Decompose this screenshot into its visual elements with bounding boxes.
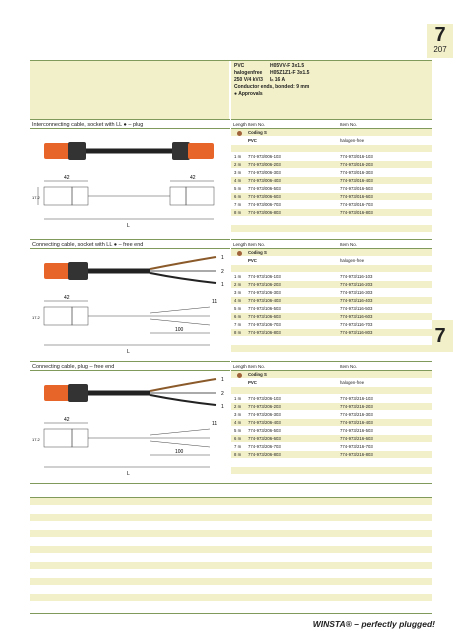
spec-list: PVC H05VV-F 3x1.5 halogenfree H05Z1Z1-F 3x1.5 250 V/4 kV/3 Iₙ 16 A Conductor ends, bonded: 9 mm ● Approvals xyxy=(231,61,432,119)
section-interconnecting xyxy=(30,119,432,239)
item-table: Length Item No. Item No. Coding S PVC halogen-free 1 m 774-973/106-103 774-973/116-103 2 m 774-973/106-203 774-973/116-203 3 m 774-973/106-303 774-973/116-303 4 m 774-973/106-403 774-973/116-403 5 m 774-973/106-503 774-973/116-503 6 m 774-973/106-603 774-973/116-603 7 m 774-973/106-703 774-973/116-703 8 m 774-973/106-803 774-973/116-803 xyxy=(231,239,432,353)
svg-text:1: 1 xyxy=(221,377,224,383)
svg-text:17.2: 17.2 xyxy=(32,437,40,442)
table-row: 4 m 774-973/006-403 774-973/016-403 xyxy=(231,177,432,185)
svg-text:17.2: 17.2 xyxy=(32,315,40,320)
svg-text:42: 42 xyxy=(64,417,70,423)
table-row: 3 m 774-973/106-303 774-973/116-303 xyxy=(231,289,432,297)
section-title: Connecting cable, plug – free end xyxy=(30,361,230,371)
table-row: 2 m 774-973/206-203 774-973/216-203 xyxy=(231,403,432,411)
table-row: 7 m 774-973/006-703 774-973/016-703 xyxy=(231,201,432,209)
interconnecting-cable-image xyxy=(30,129,230,237)
svg-text:1: 1 xyxy=(221,282,224,288)
plug-free-end-image xyxy=(30,371,230,483)
empty-table-area xyxy=(30,483,432,613)
catalog-table xyxy=(30,60,432,614)
spec-header-blank xyxy=(30,61,230,119)
page-number: 207 xyxy=(433,45,447,54)
svg-text:42: 42 xyxy=(64,295,70,301)
item-table: Length Item No. Item No. Coding S PVC halogen-free 1 m 774-973/006-103 774-973/016-103 2 m 774-973/006-203 774-973/016-203 3 m 774-973/006-303 774-973/016-303 4 m 774-973/006-403 774-973/016-403 5 m 774-973/006-503 774-973/016-503 6 m 774-973/006-603 774-973/016-603 7 m 774-973/006-703 774-973/016-703 8 m 774-973/006-803 774-973/016-803 xyxy=(231,119,432,233)
svg-text:L: L xyxy=(127,471,130,477)
section-plug-free-end xyxy=(30,361,432,483)
table-row: 4 m 774-973/206-403 774-973/216-403 xyxy=(231,419,432,427)
svg-text:42: 42 xyxy=(190,175,196,181)
table-row: 2 m 774-973/006-203 774-973/016-203 xyxy=(231,161,432,169)
footer-slogan: WINSTA® – perfectly plugged! xyxy=(312,619,435,629)
socket-free-end-image xyxy=(30,249,230,361)
chapter-tab xyxy=(427,24,453,58)
table-row: 2 m 774-973/106-203 774-973/116-203 xyxy=(231,281,432,289)
table-row: 6 m 774-973/206-603 774-973/216-603 xyxy=(231,435,432,443)
cable-drawing xyxy=(30,129,230,242)
table-row: 1 m 774-973/006-103 774-973/016-103 xyxy=(231,153,432,161)
table-row: 6 m 774-973/006-603 774-973/016-603 xyxy=(231,193,432,201)
svg-text:2: 2 xyxy=(221,391,224,397)
coding-dot-icon xyxy=(237,251,242,256)
table-row: 5 m 774-973/006-503 774-973/016-503 xyxy=(231,185,432,193)
chapter-number-side: 7 xyxy=(434,325,446,347)
section-title: Connecting cable, socket with LL ● – free end xyxy=(30,239,230,249)
svg-text:11: 11 xyxy=(212,421,218,427)
svg-text:17.2: 17.2 xyxy=(32,195,40,200)
svg-text:11: 11 xyxy=(212,299,218,305)
coding-dot-icon xyxy=(237,131,242,136)
item-table: Length Item No. Item No. Coding S PVC halogen-free 1 m 774-973/206-103 774-973/216-103 2 m 774-973/206-203 774-973/216-203 3 m 774-973/206-303 774-973/216-303 4 m 774-973/206-403 774-973/216-403 5 m 774-973/206-503 774-973/216-503 6 m 774-973/206-603 774-973/216-603 7 m 774-973/206-703 774-973/216-703 8 m 774-973/206-803 774-973/216-803 xyxy=(231,361,432,475)
svg-text:L: L xyxy=(127,349,130,355)
table-row: 7 m 774-973/106-703 774-973/116-703 xyxy=(231,321,432,329)
table-row: 8 m 774-973/006-803 774-973/016-803 xyxy=(231,209,432,217)
svg-text:100: 100 xyxy=(175,449,184,455)
table-row: 8 m 774-973/206-803 774-973/216-803 xyxy=(231,451,432,459)
svg-text:100: 100 xyxy=(175,327,184,333)
svg-text:1: 1 xyxy=(221,404,224,410)
table-row: 6 m 774-973/106-603 774-973/116-603 xyxy=(231,313,432,321)
table-row: 4 m 774-973/106-403 774-973/116-403 xyxy=(231,297,432,305)
table-row: 5 m 774-973/206-503 774-973/216-503 xyxy=(231,427,432,435)
svg-text:L: L xyxy=(127,223,130,229)
section-socket-free-end xyxy=(30,239,432,361)
svg-text:42: 42 xyxy=(64,175,70,181)
table-row: 1 m 774-973/206-103 774-973/216-103 xyxy=(231,395,432,403)
svg-text:1: 1 xyxy=(221,255,224,261)
table-row: 1 m 774-973/106-103 774-973/116-103 xyxy=(231,273,432,281)
spec-header xyxy=(30,61,432,119)
svg-text:2: 2 xyxy=(221,269,224,275)
table-row: 5 m 774-973/106-503 774-973/116-503 xyxy=(231,305,432,313)
table-row: 8 m 774-973/106-803 774-973/116-803 xyxy=(231,329,432,337)
cable-drawing xyxy=(30,371,230,488)
table-row: 3 m 774-973/006-303 774-973/016-303 xyxy=(231,169,432,177)
table-row: 7 m 774-973/206-703 774-973/216-703 xyxy=(231,443,432,451)
cable-drawing xyxy=(30,249,230,366)
chapter-number: 7 xyxy=(434,24,446,46)
coding-dot-icon xyxy=(237,373,242,378)
table-row: 3 m 774-973/206-303 774-973/216-303 xyxy=(231,411,432,419)
section-title: Interconnecting cable, socket with LL ● – plug xyxy=(30,119,230,129)
